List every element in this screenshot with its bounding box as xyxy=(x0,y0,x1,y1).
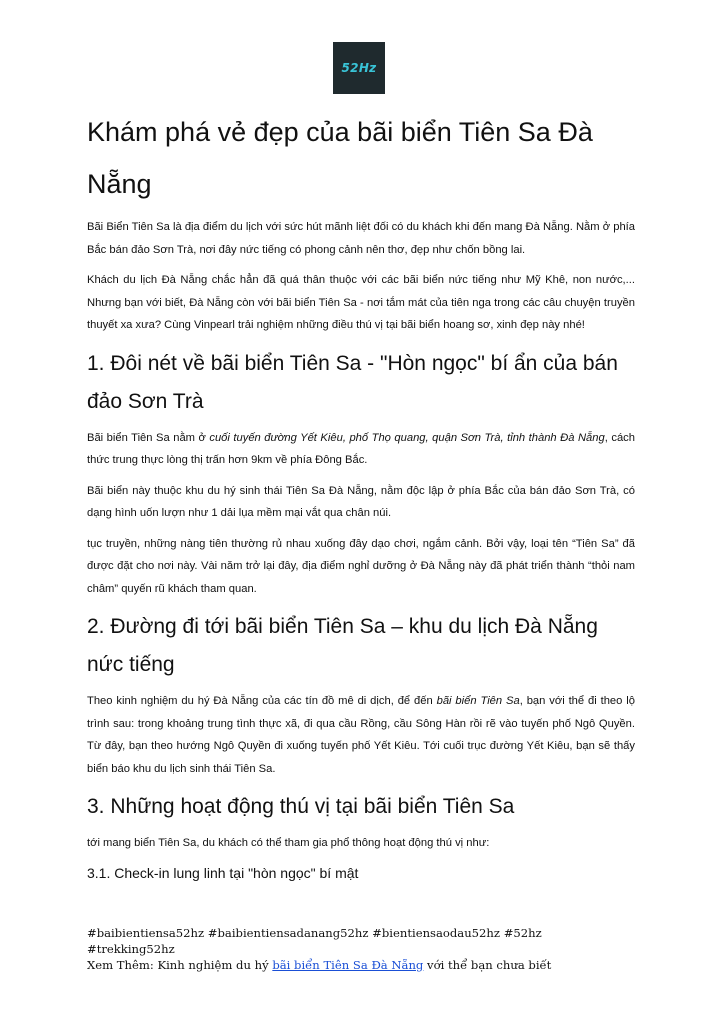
footer xyxy=(87,925,647,973)
section-2-paragraph-1 xyxy=(87,690,635,780)
section-3-paragraph-1: tới mang biển Tiên Sa, du khách có thể tham gia phổ thông hoạt động thú vị như: xyxy=(87,837,490,849)
intro-paragraph-2: Khách du lịch Đà Nẵng chắc hẳn đã quá thân thuộc với các bãi biển nức tiếng như Mỹ Khê, non nước,... Nhưng bạn với biết, Đà Nẵng còn với bãi biển Tiên Sa - nơi tắm mát của tiên nga trong các câu chuyện truyền thuyết xa xưa? Cùng Vinpearl trải nghiệm những điều thú vị tại bãi biển hoang sơ, xinh đẹp này nhé! xyxy=(87,274,635,331)
section-1-heading: 1. Đôi nét về bãi biển Tiên Sa - "Hòn ngọc" bí ẩn của bán đảo Sơn Trà xyxy=(87,351,618,413)
section-1-paragraph-1 xyxy=(87,427,635,472)
s1p1-text-a: Bãi biển Tiên Sa nằm ở xyxy=(87,431,210,444)
intro-paragraph-1: Bãi Biển Tiên Sa là địa điểm du lịch với sức hút mãnh liệt đối có du khách khi đến mang Đà Nẵng. Nằm ở phía Bắc bán đảo Sơn Trà, nơi đây nức tiếng có phong cảnh nên thơ, đẹp như chốn bồng lai. xyxy=(87,221,635,256)
logo-text: 52Hz xyxy=(341,61,377,75)
section-3-heading: 3. Những hoạt động thú vị tại bãi biển Tiên Sa xyxy=(87,795,515,818)
see-more-line xyxy=(87,957,647,973)
hashtags-line-2: #trekking52hz xyxy=(87,942,175,956)
see-more-prefix: Xem Thêm: Kinh nghiệm du hý xyxy=(87,958,273,972)
logo-52hz xyxy=(333,42,385,94)
see-more-suffix: với thể bạn chưa biết xyxy=(423,958,552,972)
s2p1-text-a: Theo kinh nghiệm du hý Đà Nẵng của các tín đồ mê di dịch, để đến xyxy=(87,695,437,707)
s1p1-address: cuối tuyến đường Yết Kiêu, phố Thọ quang, quận Sơn Trà, tỉnh thành Đà Nẵng xyxy=(209,431,605,444)
page-title: Khám phá vẻ đẹp của bãi biển Tiên Sa Đà Nẵng xyxy=(87,117,593,199)
hashtags-line-1: #baibientiensa52hz #baibientiensadanang52hz #bientiensaodau52hz #52hz xyxy=(87,926,542,940)
article xyxy=(87,106,635,883)
s2p1-text-b: , bạn với thể đi theo lộ trình sau: trong khoảng trung tình thực xã, đi qua cầu Rồng, cầu Sông Hàn rồi rẽ vào tuyến phố Ngô Quyền. Từ đây, bạn theo hướng Ngô Quyền đi xuống tuyến phố Yết Kiêu. Tới cuối trục đường Yết Kiêu, bạn sẽ thấy biển báo khu du lịch sinh thái Tiên Sa. xyxy=(87,695,635,775)
section-2-heading: 2. Đường đi tới bãi biển Tiên Sa – khu du lịch Đà Nẵng nức tiếng xyxy=(87,615,598,676)
s2p1-emphasis: bãi biển Tiên Sa xyxy=(436,695,520,707)
section-1-paragraph-3: tục truyền, những nàng tiên thường rủ nhau xuống đây dạo chơi, ngắm cảnh. Bởi vậy, loại tên “Tiên Sa” đã được đặt cho nơi này. Vài năm trở lại đây, địa điểm nghỉ dưỡng ở Đà Nẵng này đã phát triển thành “thỏi nam châm” quyến rũ khách tham quan. xyxy=(87,537,635,595)
section-3-1-heading: 3.1. Check-in lung linh tại "hòn ngọc" bí mật xyxy=(87,864,359,881)
section-1-paragraph-2: Bãi biển này thuộc khu du hý sinh thái Tiên Sa Đà Nẵng, nằm độc lập ở phía Bắc của bán đảo Sơn Trà, có dạng hình uốn lượn như 1 dải lụa mềm mại vắt qua chân núi. xyxy=(87,484,635,519)
s1p1-text-b: , cách thức trung thực lòng thị trấn hơn 9km về phía Đông Bắc. xyxy=(87,431,635,466)
see-more-link[interactable]: bãi biển Tiên Sa Đà Nẵng xyxy=(272,958,424,972)
